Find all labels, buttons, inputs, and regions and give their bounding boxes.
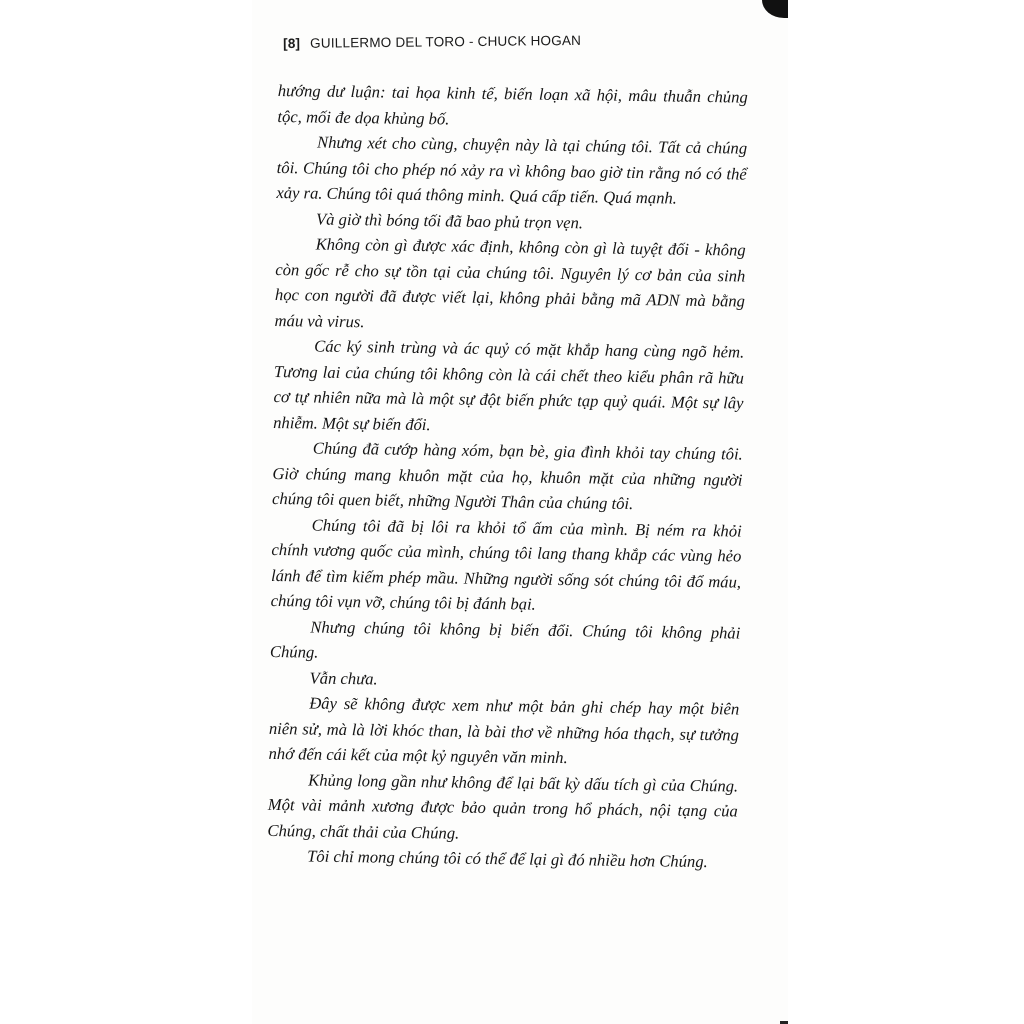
paragraph: Vẫn chưa. bbox=[309, 668, 378, 688]
page-number: [8] bbox=[283, 35, 301, 51]
paragraph: Đây sẽ không được xem như một bản ghi chép hay một biên niên sử, mà là lời khóc than, là bài thơ về những hóa thạch, sự tưởng nhớ đến cái kết của một kỷ nguyên văn minh. bbox=[268, 693, 740, 768]
paragraph: Chúng đã cướp hàng xóm, bạn bè, gia đình khỏi tay chúng tôi. Giờ chúng mang khuôn mặt của họ, khuôn mặt của những người chúng tôi quen biết, những Người Thân của chúng tôi. bbox=[271, 438, 743, 513]
paragraph: hướng dư luận: tai họa kinh tế, biến loạn xã hội, mâu thuẫn chủng tộc, mối đe dọa khủng bố. bbox=[277, 80, 748, 128]
paragraph: Các ký sinh trùng và ác quỷ có mặt khắp hang cùng ngõ hẻm. Tương lai của chúng tôi không còn là cái chết theo kiểu phân rã hữu cơ tự nhiên nữa mà là một sự đột biến phức tạp quỷ quái. Một sự lây nhiễm. Một sự biến đổi. bbox=[273, 336, 745, 434]
paragraph: Khủng long gần như không để lại bất kỳ dấu tích gì của Chúng. Một vài mảnh xương được bảo quản trong hổ phách, nội tạng của Chúng, chất thải của Chúng. bbox=[267, 769, 739, 843]
paragraph: Không còn gì được xác định, không còn gì là tuyệt đối - không còn gốc rễ cho sự tồn tại của chúng tôi. Nguyên lý cơ bản của sinh học con người đã được viết lại, không phải bằng mã ADN mà bằng máu và virus. bbox=[274, 234, 746, 331]
paragraph: Tôi chỉ mong chúng tôi có thể để lại gì đó nhiều hơn Chúng. bbox=[307, 846, 708, 872]
paragraph: Chúng tôi đã bị lôi ra khỏi tổ ấm của mình. Bị ném ra khỏi chính vương quốc của mình, chúng tôi lang thang khắp các vùng hẻo lánh để tìm kiếm phép mầu. Những người sống sót chúng tôi đổ máu, chúng tôi vụn vỡ, chúng tôi bị đánh bại. bbox=[270, 515, 742, 614]
paragraph: Nhưng chúng tôi không bị biến đổi. Chúng tôi không phải Chúng. bbox=[269, 617, 741, 662]
running-header bbox=[283, 33, 581, 51]
author-names: GUILLERMO DEL TORO - CHUCK HOGAN bbox=[310, 32, 582, 51]
paragraph: Nhưng xét cho cùng, chuyện này là tại chúng tôi. Tất cả chúng tôi. Chúng tôi cho phép nó xảy ra vì không bao giờ tin rằng nó có thể xảy ra. Chúng tôi quá thông minh. Quá cấp tiến. Quá mạnh. bbox=[276, 132, 748, 208]
paragraph: Và giờ thì bóng tối đã bao phủ trọn vẹn. bbox=[315, 209, 584, 232]
body-text bbox=[267, 78, 748, 875]
